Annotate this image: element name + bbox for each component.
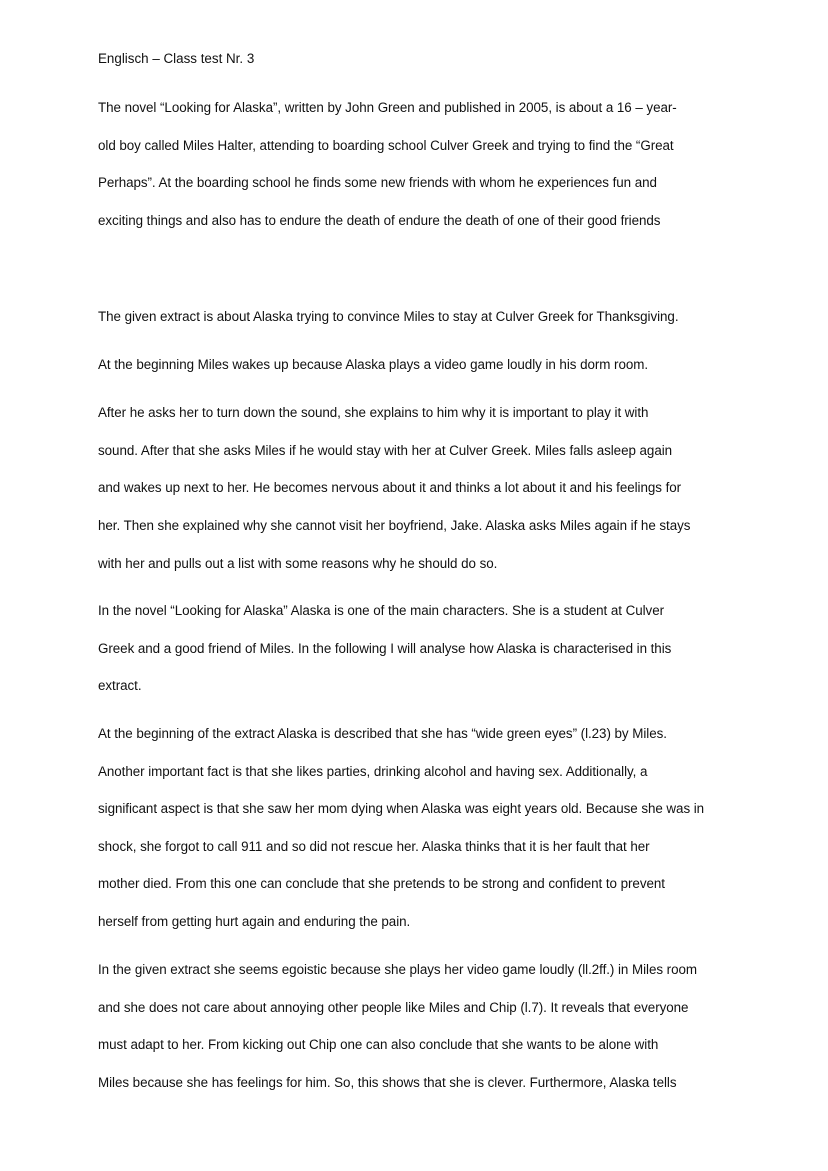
text-line: her. Then she explained why she cannot visit her boyfriend, Jake. Alaska asks Miles again if he stays [98, 518, 691, 534]
paragraph-summary-intro [98, 307, 738, 327]
paragraph-character-intro [98, 601, 738, 696]
text-line: In the given extract she seems egoistic because she plays her video game loudly (ll.2ff.) in Miles room [98, 962, 697, 977]
text-line: sound. After that she asks Miles if he would stay with her at Culver Greek. Miles falls asleep again [98, 442, 673, 458]
paragraph-analysis [98, 960, 738, 1093]
text-line: exciting things and also has to endure the death of endure the death of one of their good friends [98, 213, 661, 229]
text-line: herself from getting hurt again and enduring the pain. [98, 913, 411, 929]
text-line: must adapt to her. From kicking out Chip one can also conclude that she wants to be alone with [98, 1037, 659, 1052]
paragraph-characterisation [98, 724, 738, 932]
text-line: Greek and a good friend of Miles. In the following I will analyse how Alaska is characterised in this [98, 640, 672, 656]
text-line: The novel “Looking for Alaska”, written by John Green and published in 2005, is about a 16 – year- [98, 100, 677, 115]
text-line: The given extract is about Alaska trying to convince Miles to stay at Culver Greek for Thanksgiving. [98, 309, 679, 324]
text-line: Miles because she has feelings for him. So, this shows that she is clever. Furthermore, Alaska tells [98, 1074, 677, 1090]
text-line: old boy called Miles Halter, attending to boarding school Culver Greek and trying to find the “Great [98, 137, 674, 153]
paragraph-summary-beginning [98, 355, 738, 375]
text-line: significant aspect is that she saw her mom dying when Alaska was eight years old. Because she was in [98, 801, 705, 816]
text-line: and she does not care about annoying other people like Miles and Chip (l.7). It reveals that everyone [98, 999, 689, 1015]
text-line: At the beginning of the extract Alaska is described that she has “wide green eyes” (l.23) by Miles. [98, 726, 667, 741]
text-line: At the beginning Miles wakes up because Alaska plays a video game loudly in his dorm room. [98, 357, 649, 372]
text-line: shock, she forgot to call 911 and so did not rescue her. Alaska thinks that it is her fault that her [98, 838, 650, 854]
text-line: with her and pulls out a list with some reasons why he should do so. [98, 555, 498, 571]
text-line: In the novel “Looking for Alaska” Alaska is one of the main characters. She is a student at Culver [98, 603, 665, 618]
paragraph-intro [98, 98, 738, 231]
text-line: extract. [98, 678, 142, 694]
text-line: mother died. From this one can conclude that she pretends to be strong and confident to prevent [98, 876, 665, 891]
text-line: Perhaps”. At the boarding school he finds some new friends with whom he experiences fun and [98, 175, 657, 191]
text-line: Another important fact is that she likes parties, drinking alcohol and having sex. Additionally, a [98, 763, 648, 779]
paragraph-summary-body [98, 403, 738, 574]
document-header: Englisch – Class test Nr. 3 [98, 51, 255, 66]
text-line: and wakes up next to her. He becomes nervous about it and thinks a lot about it and his feelings for [98, 480, 682, 496]
text-line: After he asks her to turn down the sound, she explains to him why it is important to play it with [98, 405, 649, 420]
